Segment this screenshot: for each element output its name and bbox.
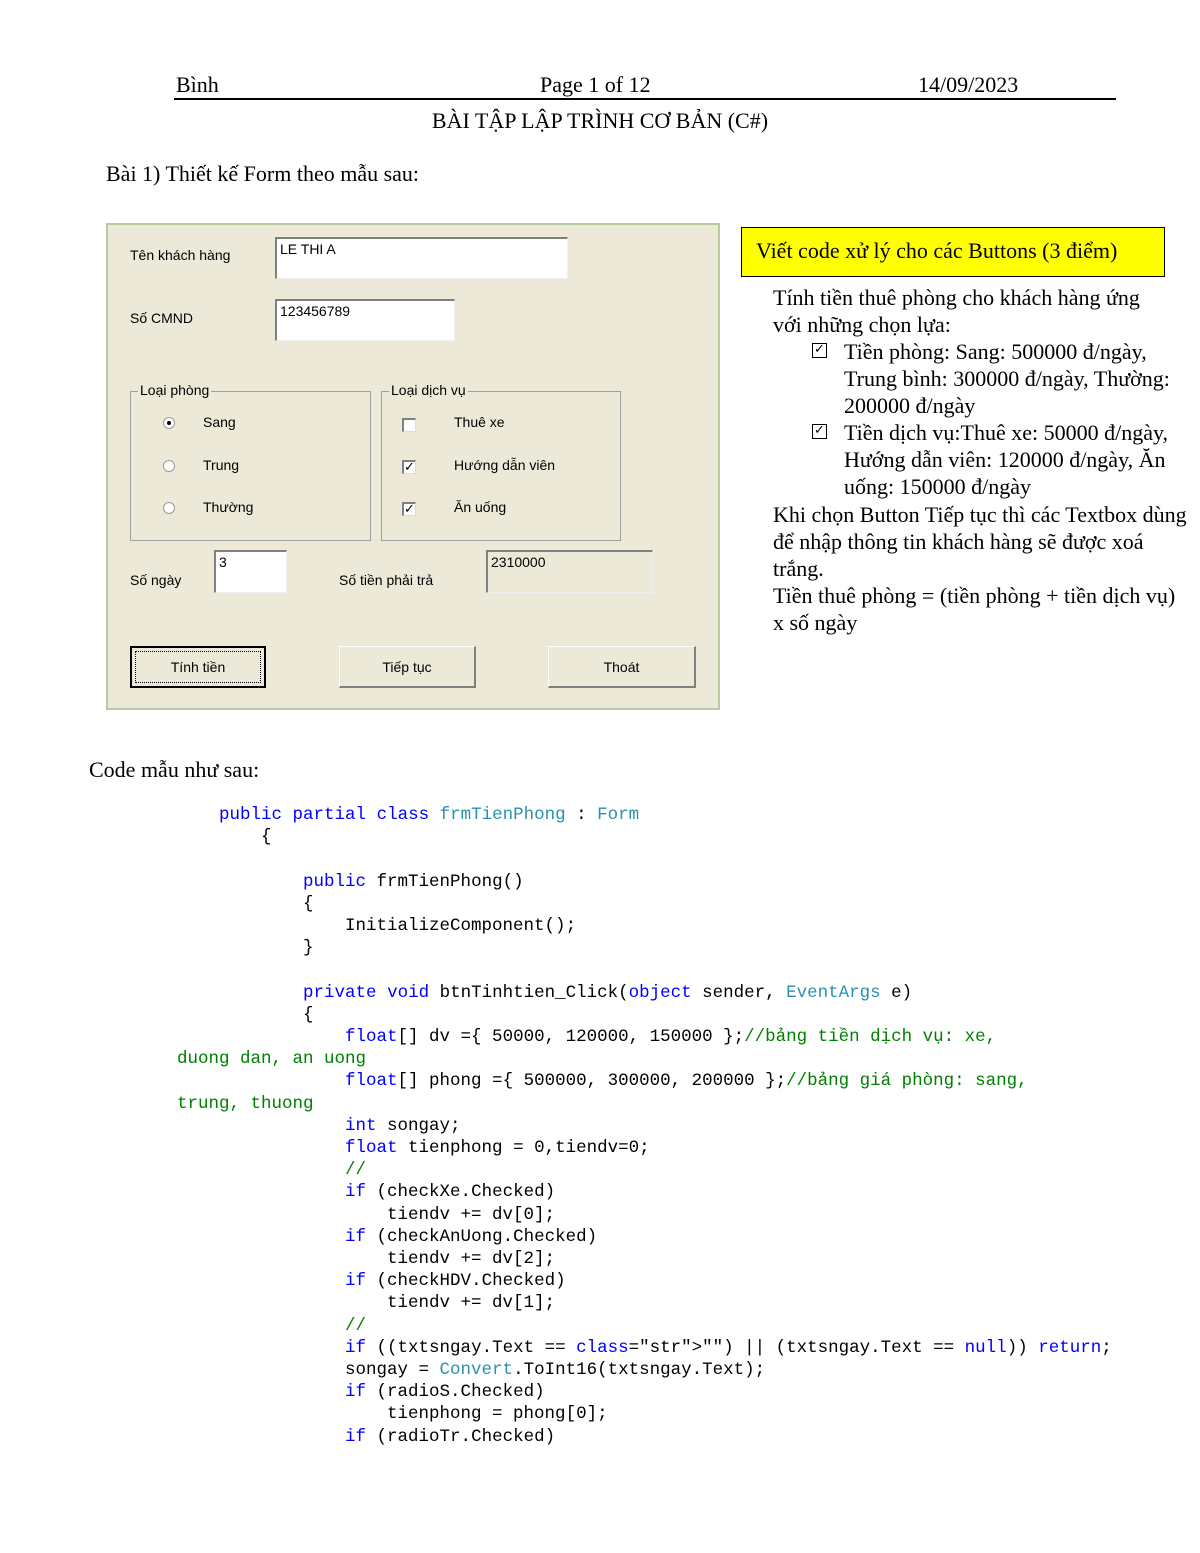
note-line-2: Khi chọn Button Tiếp tục thì các Textbox dùng để nhập thông tin khách hàng sẽ được xoá trắng. xyxy=(773,502,1187,581)
header-author: Bình xyxy=(176,72,219,97)
radio-thuong-label: Thường xyxy=(203,499,254,515)
radio-sang-label: Sang xyxy=(203,414,236,430)
id-number-textbox[interactable]: 123456789 xyxy=(275,299,455,341)
tinh-tien-button[interactable]: Tính tiền xyxy=(130,646,266,688)
code-line: // xyxy=(345,1315,367,1336)
note-line-1: Tính tiền thuê phòng cho khách hàng ứng với những chọn lựa: xyxy=(773,285,1140,337)
check-an-uong[interactable]: ✓ xyxy=(402,502,416,516)
code-line: tiendv += dv[2]; xyxy=(177,1249,556,1270)
task-callout: Viết code xử lý cho các Buttons (3 điểm) xyxy=(741,227,1165,277)
days-label: Số ngày xyxy=(130,572,182,588)
amount-textbox: 2310000 xyxy=(486,550,653,593)
note-bullet-room-price-text: Tiền phòng: Sang: 500000 đ/ngày, Trung bình: 300000 đ/ngày, Thường: 200000 đ/ngày xyxy=(844,339,1170,418)
check-thue-xe[interactable] xyxy=(402,418,416,432)
radio-thuong[interactable] xyxy=(163,502,175,514)
header-date: 14/09/2023 xyxy=(918,72,1019,97)
code-line: public frmTienPhong() xyxy=(303,871,524,892)
code-line: if (checkHDV.Checked) xyxy=(345,1271,566,1292)
code-line: tiendv += dv[1]; xyxy=(177,1293,556,1314)
radio-trung-label: Trung xyxy=(203,457,240,473)
check-an-uong-label: Ăn uống xyxy=(454,499,507,515)
note-bullet-list xyxy=(806,338,1176,500)
customer-name-label: Tên khách hàng xyxy=(130,247,231,263)
radio-trung[interactable] xyxy=(163,460,175,472)
checkbox-bullet-icon: ✓ xyxy=(812,343,827,358)
exercise-intro: Bài 1) Thiết kế Form theo mẫu sau: xyxy=(106,161,420,186)
code-line: tienphong = phong[0]; xyxy=(177,1404,608,1425)
customer-name-textbox[interactable]: LE THI A xyxy=(275,237,568,279)
room-type-group-title: Loại phòng xyxy=(140,382,210,398)
code-line: if (checkAnUong.Checked) xyxy=(345,1226,598,1247)
code-line: float[] phong ={ 500000, 300000, 200000 };//bảng giá phòng: sang, xyxy=(345,1071,1028,1092)
code-line: if (radioS.Checked) xyxy=(345,1382,545,1403)
check-huong-dan-vien-label: Hướng dẫn viên xyxy=(454,457,556,473)
code-line: if (checkXe.Checked) xyxy=(345,1182,556,1203)
check-thue-xe-label: Thuê xe xyxy=(454,414,505,430)
code-line: { xyxy=(177,1004,314,1025)
document-title: BÀI TẬP LẬP TRÌNH CƠ BẢN (C#) xyxy=(431,108,769,133)
code-line: if ((txtsngay.Text == class="str">"") || (txtsngay.Text == null)) return; xyxy=(345,1337,1112,1358)
header-rule xyxy=(174,98,1116,100)
code-line: { xyxy=(177,893,314,914)
code-line xyxy=(177,848,1112,870)
note-line-3: Tiền thuê phòng = (tiền phòng + tiền dịch vụ) x số ngày xyxy=(773,583,1176,635)
code-line: InitializeComponent(); xyxy=(177,916,577,937)
code-line: private void btnTinhtien_Click(object sender, EventArgs e) xyxy=(303,982,913,1003)
id-number-label: Số CMND xyxy=(130,310,194,326)
code-heading: Code mẫu như sau: xyxy=(89,757,260,782)
header-page-number: Page 1 of 12 xyxy=(540,72,651,97)
note-bullet-service-price xyxy=(806,419,1176,500)
code-line: float[] dv ={ 50000, 120000, 150000 };//bảng tiền dịch vụ: xe, xyxy=(345,1027,997,1048)
radio-sang[interactable] xyxy=(163,417,175,429)
code-line: songay = Convert.ToInt16(txtsngay.Text); xyxy=(177,1360,766,1381)
code-line: int songay; xyxy=(345,1115,461,1136)
checkbox-bullet-icon: ✓ xyxy=(812,424,827,439)
code-line: { xyxy=(177,827,272,848)
days-textbox[interactable]: 3 xyxy=(214,550,287,593)
code-block xyxy=(177,804,1112,1448)
code-line xyxy=(177,959,1112,981)
amount-label: Số tiền phải trả xyxy=(339,572,434,588)
code-line: if (radioTr.Checked) xyxy=(345,1426,556,1447)
note-bullet-service-price-text: Tiền dịch vụ:Thuê xe: 50000 đ/ngày, Hướng dẫn viên: 120000 đ/ngày, Ăn uống: 150000 đ/ngày xyxy=(844,420,1169,499)
tiep-tuc-button[interactable]: Tiếp tục xyxy=(339,646,476,688)
code-line: trung, thuong xyxy=(177,1093,314,1114)
code-line: duong dan, an uong xyxy=(177,1049,367,1070)
code-line: public partial class frmTienPhong : Form xyxy=(219,805,640,825)
check-huong-dan-vien[interactable]: ✓ xyxy=(402,460,416,474)
code-line: tiendv += dv[0]; xyxy=(177,1204,556,1225)
code-line: float tienphong = 0,tiendv=0; xyxy=(345,1138,650,1159)
code-line: } xyxy=(177,938,314,959)
service-type-group-title: Loại dịch vụ xyxy=(391,382,466,398)
code-line: // xyxy=(345,1160,367,1181)
form-mockup xyxy=(106,223,720,710)
thoat-button[interactable]: Thoát xyxy=(548,646,696,688)
note-bullet-room-price xyxy=(806,338,1176,419)
